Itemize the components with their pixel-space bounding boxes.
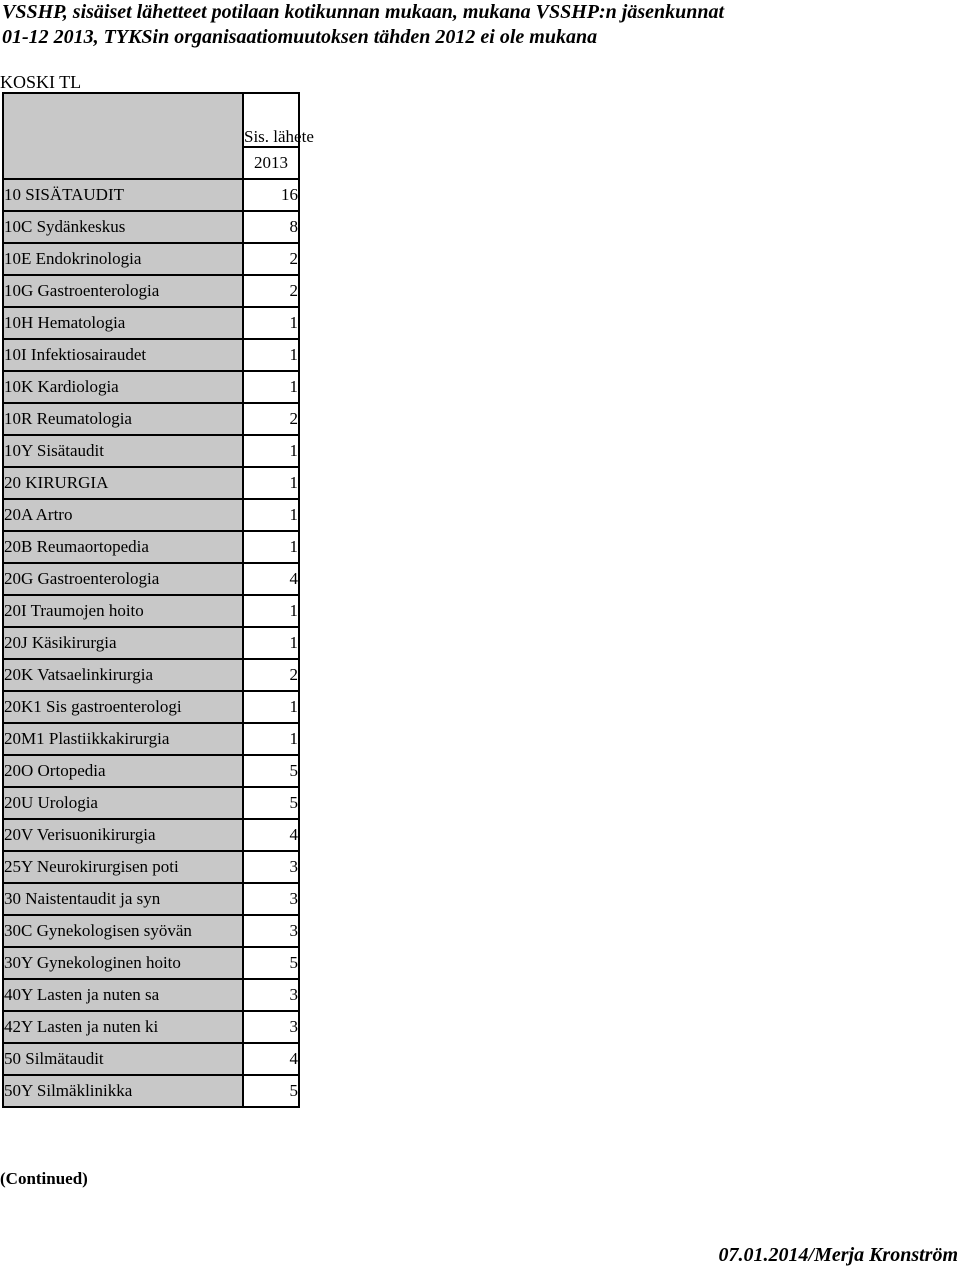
table-row [3, 307, 299, 339]
row-value: 1 [243, 435, 299, 467]
table-row [3, 787, 299, 819]
table-row [3, 243, 299, 275]
row-label: 30Y Gynekologinen hoito [3, 947, 243, 979]
row-value: 4 [243, 819, 299, 851]
row-value: 2 [243, 403, 299, 435]
table-row [3, 1011, 299, 1043]
table-row [3, 211, 299, 243]
row-value: 3 [243, 915, 299, 947]
row-label: 10H Hematologia [3, 307, 243, 339]
column-header: Sis. lähete [243, 93, 299, 147]
row-label: 10 SISÄTAUDIT [3, 179, 243, 211]
table-row [3, 371, 299, 403]
row-value: 5 [243, 755, 299, 787]
row-value: 3 [243, 883, 299, 915]
row-label: 25Y Neurokirurgisen poti [3, 851, 243, 883]
table-row [3, 275, 299, 307]
row-value: 4 [243, 1043, 299, 1075]
table-row [3, 403, 299, 435]
table-row [3, 339, 299, 371]
table-row [3, 819, 299, 851]
row-label: 10Y Sisätaudit [3, 435, 243, 467]
row-value: 16 [243, 179, 299, 211]
table-row [3, 499, 299, 531]
row-value: 1 [243, 307, 299, 339]
row-value: 8 [243, 211, 299, 243]
row-label: 10I Infektiosairaudet [3, 339, 243, 371]
table-row [3, 627, 299, 659]
table-row [3, 435, 299, 467]
table-row [3, 531, 299, 563]
row-value: 2 [243, 659, 299, 691]
table-row [3, 467, 299, 499]
table-row [3, 659, 299, 691]
row-value: 5 [243, 1075, 299, 1107]
row-label: 20U Urologia [3, 787, 243, 819]
row-label: 20K1 Sis gastroenterologi [3, 691, 243, 723]
table-row [3, 595, 299, 627]
row-label: 10G Gastroenterologia [3, 275, 243, 307]
row-label: 20O Ortopedia [3, 755, 243, 787]
row-value: 1 [243, 371, 299, 403]
row-label: 20I Traumojen hoito [3, 595, 243, 627]
row-value: 3 [243, 851, 299, 883]
row-label: 50Y Silmäklinikka [3, 1075, 243, 1107]
table-row [3, 915, 299, 947]
column-year: 2013 [243, 147, 299, 179]
row-value: 1 [243, 499, 299, 531]
row-label: 20B Reumaortopedia [3, 531, 243, 563]
row-label: 20J Käsikirurgia [3, 627, 243, 659]
table-row [3, 755, 299, 787]
row-label: 40Y Lasten ja nuten sa [3, 979, 243, 1011]
row-value: 1 [243, 691, 299, 723]
row-value: 2 [243, 275, 299, 307]
row-label: 42Y Lasten ja nuten ki [3, 1011, 243, 1043]
report-title-line-1: VSSHP, sisäiset lähetteet potilaan kotikunnan mukaan, mukana VSSHP:n jäsenkunnat [2, 1, 725, 23]
table-row [3, 723, 299, 755]
row-value: 1 [243, 595, 299, 627]
continued-note: (Continued) [0, 1169, 88, 1188]
report-title-line-2: 01-12 2013, TYKSin organisaatiomuutoksen tähden 2012 ei ole mukana [2, 26, 598, 48]
row-label: 20V Verisuonikirurgia [3, 819, 243, 851]
row-value: 1 [243, 723, 299, 755]
row-label: 10C Sydänkeskus [3, 211, 243, 243]
table-row [3, 851, 299, 883]
row-value: 1 [243, 627, 299, 659]
row-value: 2 [243, 243, 299, 275]
row-value: 3 [243, 979, 299, 1011]
table-row [3, 947, 299, 979]
row-label: 20K Vatsaelinkirurgia [3, 659, 243, 691]
header-blank-cell [3, 93, 243, 179]
table-row [3, 1043, 299, 1075]
row-value: 1 [243, 339, 299, 371]
row-label: 20 KIRURGIA [3, 467, 243, 499]
row-label: 20G Gastroenterologia [3, 563, 243, 595]
row-value: 5 [243, 947, 299, 979]
table-header-row [3, 93, 299, 147]
row-value: 1 [243, 531, 299, 563]
table-row [3, 883, 299, 915]
table-row [3, 1075, 299, 1107]
row-label: 10E Endokrinologia [3, 243, 243, 275]
row-label: 20M1 Plastiikkakirurgia [3, 723, 243, 755]
report-title [2, 0, 724, 50]
table-row [3, 979, 299, 1011]
table-row [3, 691, 299, 723]
row-value: 1 [243, 467, 299, 499]
footer-signature: 07.01.2014/Merja Kronström [718, 1244, 958, 1266]
row-label: 20A Artro [3, 499, 243, 531]
row-label: 10K Kardiologia [3, 371, 243, 403]
row-value: 4 [243, 563, 299, 595]
row-value: 3 [243, 1011, 299, 1043]
row-label: 30C Gynekologisen syövän [3, 915, 243, 947]
row-value: 5 [243, 787, 299, 819]
row-label: 50 Silmätaudit [3, 1043, 243, 1075]
referral-table [2, 92, 314, 1108]
table-row [3, 179, 299, 211]
table-row [3, 563, 299, 595]
row-label: 10R Reumatologia [3, 403, 243, 435]
row-label: 30 Naistentaudit ja syn [3, 883, 243, 915]
municipality-label: KOSKI TL [0, 72, 82, 92]
